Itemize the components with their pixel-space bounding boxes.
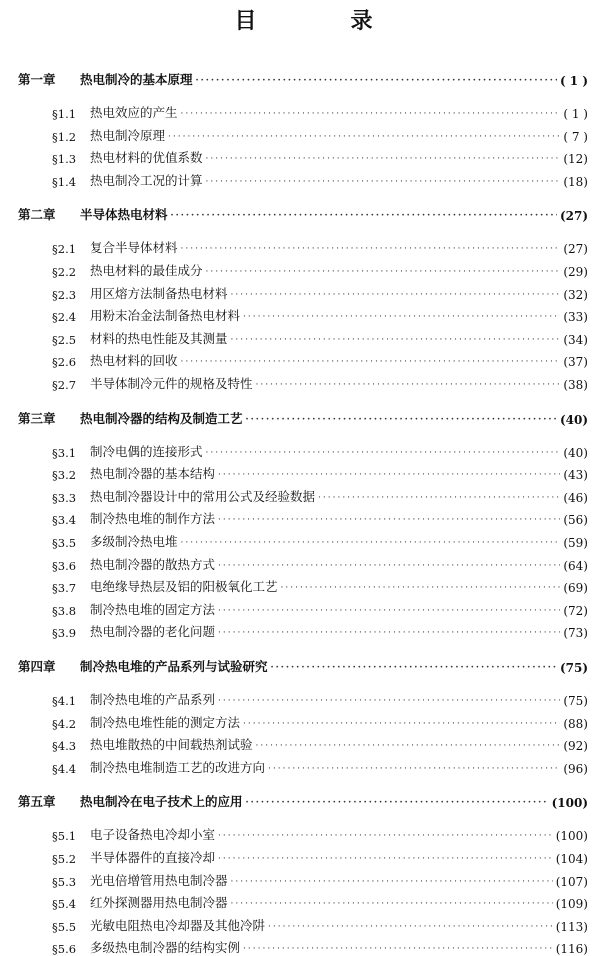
toc-section-entry[interactable] — [52, 372, 588, 392]
toc-section-entry[interactable] — [52, 846, 588, 866]
toc-entry-page: (38) — [563, 378, 588, 392]
toc-entry-page: (104) — [555, 852, 588, 866]
toc-leader-dots — [243, 717, 560, 731]
toc-entry-page: (96) — [563, 761, 588, 776]
toc-leader-dots — [256, 378, 561, 392]
toc-section-entry[interactable] — [52, 891, 588, 911]
toc-section-entry[interactable] — [52, 869, 588, 889]
toc-entry-page: (88) — [563, 716, 588, 731]
toc-entry-number: §5.5 — [52, 919, 77, 934]
toc-section-entry[interactable] — [52, 462, 588, 482]
toc-leader-dots — [206, 175, 561, 189]
toc-section-entry[interactable] — [52, 507, 588, 527]
toc-entry-page: (73) — [563, 626, 588, 641]
toc-entry-title: 电子设备热电冷却小室 — [90, 827, 216, 843]
toc-entry-page: ( 7 ) — [563, 129, 588, 144]
toc-entry-number: §1.4 — [52, 174, 77, 189]
toc-section-entry[interactable] — [52, 823, 588, 843]
toc-entry-page: (75) — [559, 661, 588, 675]
toc-section-entry[interactable] — [52, 553, 588, 573]
toc-entry-number: §2.2 — [52, 265, 77, 279]
toc-entry-title: 红外探测器用热电制冷器 — [90, 895, 228, 911]
toc-entry-title: 光电倍增管用热电制冷器 — [90, 872, 228, 888]
toc-leader-dots — [181, 355, 561, 369]
toc-leader-dots — [206, 152, 561, 166]
toc-entry-title: 热电制冷器的老化问题 — [90, 624, 216, 640]
toc-leader-dots — [206, 265, 561, 279]
toc-entry-page: (34) — [563, 332, 588, 347]
toc-entry-number: §3.6 — [52, 558, 77, 573]
toc-entry-title: 复合半导体材料 — [90, 240, 178, 256]
toc-entry-title: 热电制冷器的散热方式 — [90, 556, 216, 572]
toc-section-entry[interactable] — [52, 169, 588, 189]
toc-entry-number: §3.5 — [52, 536, 77, 550]
toc-entry-page: (59) — [563, 536, 588, 550]
toc-section-entry[interactable] — [52, 756, 588, 776]
toc-entry-page: (29) — [563, 265, 588, 279]
toc-entry-number: §5.4 — [52, 897, 77, 912]
toc-leader-dots — [218, 626, 560, 640]
toc-entry-number: §3.7 — [52, 581, 77, 596]
toc-entry-page: (109) — [555, 897, 588, 912]
toc-entry-title: 多级热电制冷器的结构实例 — [90, 940, 241, 956]
toc-entry-page: (72) — [563, 603, 588, 618]
toc-entry-page: (43) — [563, 468, 588, 483]
page-title: 目 录 — [234, 8, 409, 34]
toc-entry-title: 半导体器件的直接冷却 — [90, 850, 216, 865]
toc-entry-page: (12) — [563, 152, 588, 167]
toc-entry-title: 热电堆散热的中间载热剂试验 — [90, 737, 253, 753]
toc-entry-number: 第四章 — [18, 659, 56, 674]
toc-entry-number: 第三章 — [18, 410, 56, 426]
toc-section-entry[interactable] — [52, 304, 588, 324]
toc-chapter-entry[interactable] — [18, 68, 588, 88]
toc-section-entry[interactable] — [52, 620, 588, 640]
toc-section-entry[interactable] — [52, 914, 588, 934]
toc-leader-dots — [218, 513, 560, 527]
toc-entry-title: 热电材料的回收 — [90, 353, 178, 369]
toc-chapter-entry[interactable] — [18, 203, 588, 223]
toc-entry-number: §4.2 — [52, 716, 77, 731]
toc-leader-dots — [246, 413, 557, 427]
toc-leader-dots — [231, 875, 553, 889]
toc-leader-dots — [256, 739, 561, 753]
toc-entry-number: §5.1 — [52, 829, 77, 844]
toc-section-entry[interactable] — [52, 530, 588, 550]
toc-section-entry[interactable] — [52, 485, 588, 505]
toc-entry-page: (18) — [563, 174, 588, 189]
toc-entry-title: 热电制冷工况的计算 — [90, 172, 203, 188]
toc-entry-page: (46) — [563, 490, 588, 505]
toc-entry-page: (40) — [559, 412, 588, 427]
toc-entry-number: §2.1 — [52, 242, 77, 257]
toc-entry-number: §3.9 — [52, 626, 77, 641]
toc-leader-dots — [218, 829, 553, 843]
toc-section-entry[interactable] — [52, 259, 588, 279]
toc-section-entry[interactable] — [52, 124, 588, 144]
toc-section-entry[interactable] — [52, 327, 588, 347]
toc-entry-title: 制冷热电堆制造工艺的改进方向 — [90, 759, 266, 775]
toc-chapter-entry[interactable] — [18, 790, 588, 810]
toc-entry-number: §3.3 — [52, 490, 77, 505]
toc-leader-dots — [181, 107, 561, 121]
toc-entry-title: 热电制冷器的基本结构 — [90, 466, 216, 482]
toc-entry-number: 第二章 — [18, 207, 56, 223]
toc-leader-dots — [171, 209, 557, 223]
toc-entry-page: (64) — [563, 558, 588, 573]
toc-entry-number: §4.1 — [52, 694, 77, 708]
toc-entry-number: §2.6 — [52, 355, 77, 370]
toc-section-entry[interactable] — [52, 733, 588, 753]
toc-entry-number: §3.8 — [52, 603, 77, 618]
toc-entry-title: 热电制冷器的结构及制造工艺 — [80, 410, 243, 426]
toc-entry-number: §2.4 — [52, 310, 77, 325]
toc-entry-page: (107) — [555, 874, 588, 889]
toc-entry-number: §2.7 — [52, 378, 77, 392]
toc-entry-number: §2.5 — [52, 332, 77, 347]
toc-section-entry[interactable] — [52, 598, 588, 618]
toc-section-entry[interactable] — [52, 101, 588, 121]
toc-entry-title: 热电制冷器设计中的常用公式及经验数据 — [90, 488, 316, 504]
toc-section-entry[interactable] — [52, 440, 588, 460]
toc-leader-dots — [218, 852, 553, 866]
toc-entry-title: 光敏电阻热电冷却器及其他冷阱 — [90, 917, 266, 933]
toc-leader-dots — [218, 604, 560, 618]
toc-entry-title: 制冷热电堆的制作方法 — [90, 511, 216, 527]
toc-entry-page: (27) — [563, 242, 588, 257]
toc-entry-number: §4.4 — [52, 761, 77, 776]
toc-entry-title: 制冷热电堆的固定方法 — [90, 601, 216, 617]
toc-leader-dots — [268, 762, 560, 776]
toc-leader-dots — [231, 897, 553, 911]
toc-section-entry[interactable] — [52, 936, 588, 956]
toc-section-entry[interactable] — [52, 575, 588, 595]
toc-chapter-entry[interactable] — [18, 407, 588, 427]
toc-entry-number: §2.3 — [52, 287, 77, 302]
toc-leader-dots — [243, 942, 553, 956]
toc-entry-page: (56) — [563, 513, 588, 528]
toc-leader-dots — [218, 694, 560, 708]
toc-entry-title: 热电制冷在电子技术上的应用 — [80, 794, 243, 810]
toc-entry-title: 半导体热电材料 — [80, 207, 168, 223]
toc-entry-page: ( 1 ) — [559, 74, 588, 88]
toc-entry-page: (32) — [563, 287, 588, 302]
toc-section-entry[interactable] — [52, 688, 588, 708]
toc-chapter-entry[interactable] — [18, 655, 588, 675]
toc-entry-title: 制冷热电堆的产品系列 — [90, 692, 216, 707]
toc-entry-page: (27) — [559, 209, 588, 224]
toc-leader-dots — [181, 536, 561, 550]
toc-entry-page: (40) — [563, 445, 588, 460]
toc-entry-title: 热电制冷原理 — [90, 127, 166, 143]
toc-entry-number: §5.2 — [52, 852, 77, 866]
toc-entry-page: ( 1 ) — [563, 107, 588, 121]
toc-entry-number: §1.1 — [52, 107, 77, 121]
toc-entry-title: 制冷热电堆的产品系列与试验研究 — [80, 659, 268, 674]
toc-section-entry[interactable] — [52, 349, 588, 369]
toc-entry-page: (113) — [555, 919, 588, 934]
toc-entry-page: (75) — [563, 694, 588, 708]
toc-entry-title: 热电材料的最佳成分 — [90, 263, 203, 278]
toc-entry-number: §1.2 — [52, 129, 77, 144]
toc-leader-dots — [243, 310, 560, 324]
toc-entry-title: 用区熔方法制备热电材料 — [90, 285, 228, 301]
toc-entry-number: 第一章 — [18, 72, 56, 87]
toc-section-entry[interactable] — [52, 282, 588, 302]
toc-entry-title: 多级制冷热电堆 — [90, 534, 178, 549]
toc-entry-page: (69) — [563, 581, 588, 596]
toc-entry-title: 电绝缘导热层及铝的阳极氧化工艺 — [90, 579, 278, 595]
toc-leader-dots — [231, 288, 561, 302]
toc-entry-title: 热电制冷的基本原理 — [80, 72, 193, 87]
toc-leader-dots — [206, 446, 561, 460]
toc-leader-dots — [218, 559, 560, 573]
toc-entry-title: 半导体制冷元件的规格及特性 — [90, 376, 253, 391]
toc-entry-title: 制冷电偶的连接形式 — [90, 443, 203, 459]
toc-entry-page: (37) — [563, 355, 588, 370]
toc-entry-page: (33) — [563, 310, 588, 325]
toc-entry-number: §3.2 — [52, 468, 77, 483]
toc-entry-title: 热电效应的产生 — [90, 105, 178, 120]
toc-entry-number: §5.3 — [52, 874, 77, 889]
toc-entry-page: (92) — [563, 739, 588, 754]
toc-entry-number: 第五章 — [18, 794, 56, 810]
toc-entry-number: §5.6 — [52, 942, 77, 956]
toc-entry-number: §3.4 — [52, 513, 77, 528]
toc-leader-dots — [268, 920, 553, 934]
toc-entry-page: (100) — [555, 829, 588, 844]
toc-entry-number: §3.1 — [52, 445, 77, 460]
toc-leader-dots — [318, 491, 560, 505]
toc-leader-dots — [181, 242, 561, 256]
toc-section-entry[interactable] — [52, 146, 588, 166]
toc-entry-title: 制冷热电堆性能的测定方法 — [90, 714, 241, 730]
toc-entry-page: (116) — [555, 942, 588, 956]
toc-leader-dots — [168, 130, 560, 144]
toc-entry-title: 材料的热电性能及其测量 — [90, 330, 228, 346]
toc-leader-dots — [271, 661, 557, 675]
toc-leader-dots — [231, 333, 561, 347]
toc-leader-dots — [196, 74, 557, 88]
toc-section-entry[interactable] — [52, 236, 588, 256]
toc-entry-title: 用粉末冶金法制备热电材料 — [90, 308, 241, 324]
toc-entry-number: §1.3 — [52, 152, 77, 167]
toc-entry-page: (100) — [551, 796, 588, 811]
toc-leader-dots — [246, 796, 549, 810]
toc-leader-dots — [218, 468, 560, 482]
toc-section-entry[interactable] — [52, 711, 588, 731]
toc-leader-dots — [281, 581, 561, 595]
toc-entry-number: §4.3 — [52, 739, 77, 754]
toc-entry-title: 热电材料的优值系数 — [90, 150, 203, 166]
